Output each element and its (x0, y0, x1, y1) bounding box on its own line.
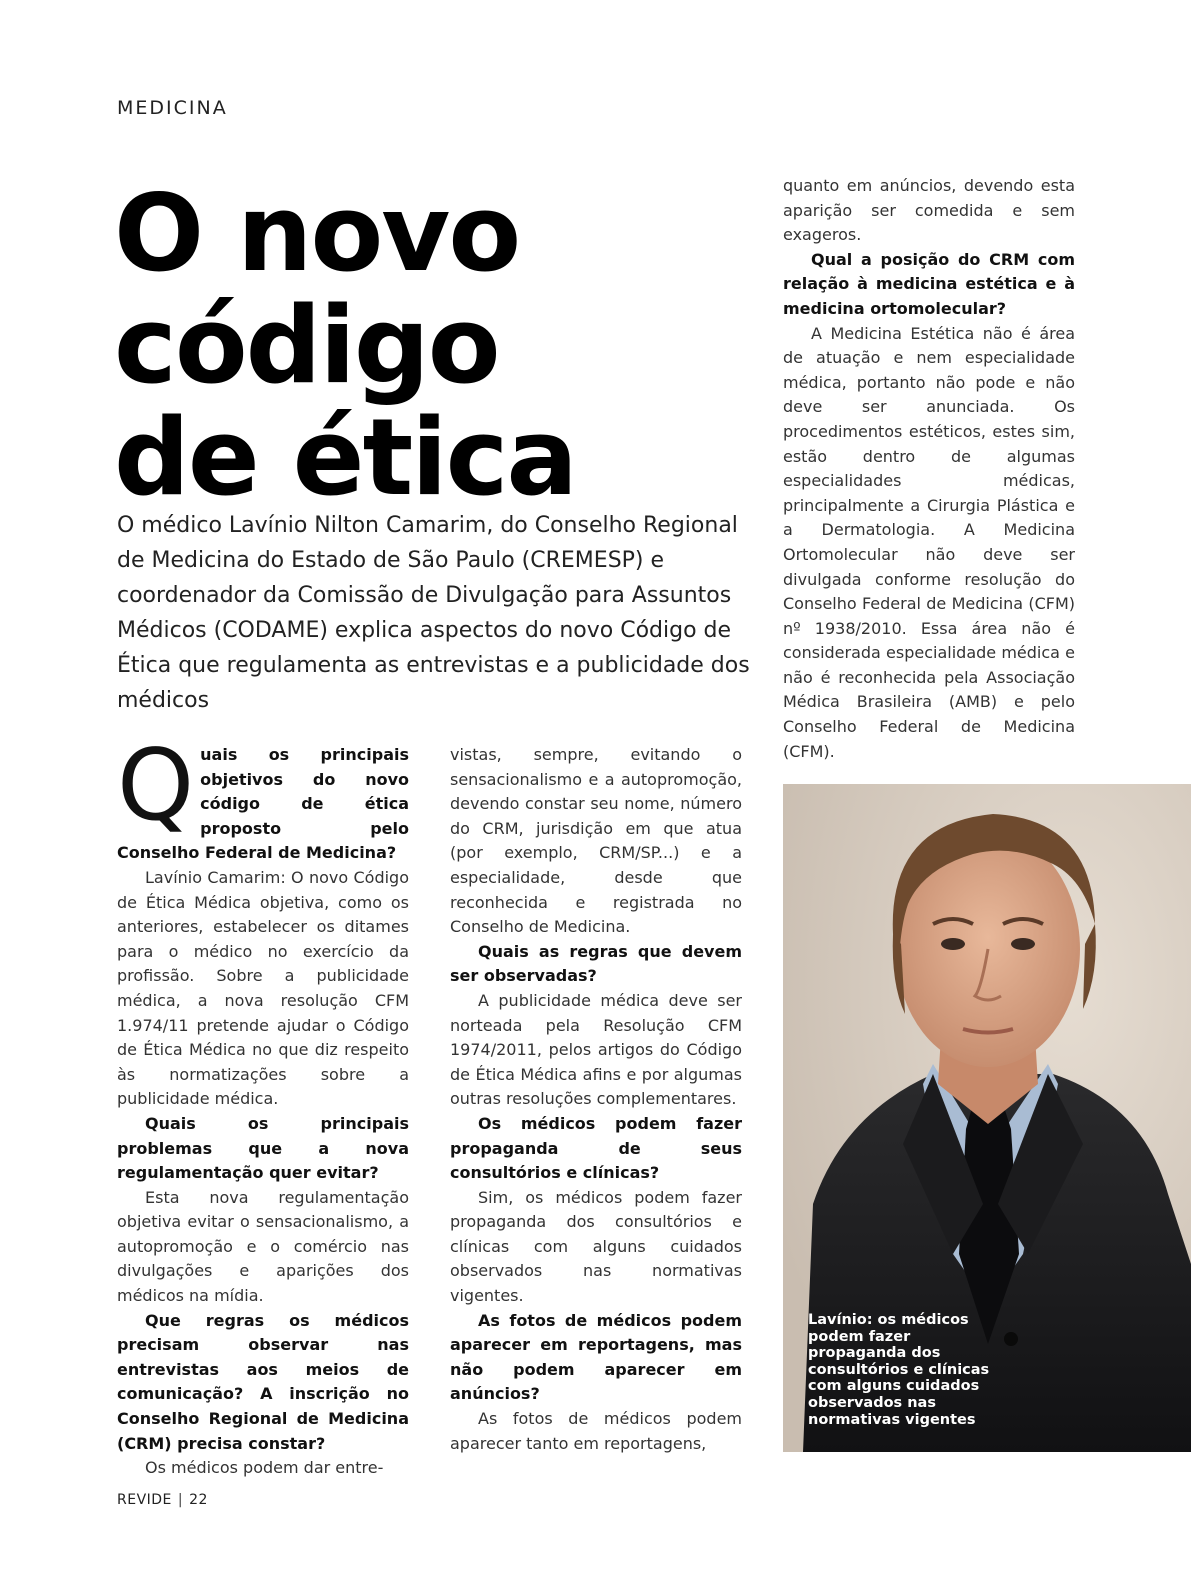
question-1 (117, 729, 409, 866)
page-number: 22 (189, 1492, 208, 1508)
answer-3-part-1: Os médicos podem dar entre- (145, 1458, 384, 1478)
answer-1: Lavínio Camarim: O novo Código de Ética Médica objetiva, como os anteriores, estabelecer os ditames para o médico no exercício da profissão. Sobre a publicidade médica, a nova resolução CFM 1.974/11 pretende ajudar o Código de Ética Médica no que diz respeito às normatizações sobre a publicidade médica. (117, 867, 409, 1109)
drop-cap: Q (117, 729, 195, 843)
question-6: As fotos de médicos podem aparecer em reportagens, mas não podem aparecer em anúncios? (450, 1310, 742, 1404)
question-4: Quais as regras que devem ser observadas? (450, 941, 742, 986)
answer-3-part-2: vistas, sempre, evitando o sensacionalismo e a autopromoção, devendo constar seu nome, número do CRM, jurisdição em que atua (por exemplo, CRM/SP...) e a especialidade, desde que reconhecida e registrada no Conselho de Medicina. (450, 745, 742, 937)
answer-6-part-2: quanto em anúncios, devendo esta aparição ser comedida e sem exageros. (783, 176, 1075, 245)
answer-2: Esta nova regulamentação objetiva evitar o sensacionalismo, a autopromoção e o comércio nas divulgações e aparições dos médicos na mídia. (117, 1187, 409, 1306)
section-label: MEDICINA (117, 97, 228, 119)
magazine-name: REVIDE (117, 1492, 172, 1508)
answer-4: A publicidade médica deve ser norteada pela Resolução CFM 1974/2011, pelos artigos do Código de Ética Médica afins e por algumas outras resoluções complementares. (450, 990, 742, 1109)
question-3: Que regras os médicos precisam observar nas entrevistas aos meios de comunicação? A inscrição no Conselho Regional de Medicina (CRM) precisa constar? (117, 1310, 409, 1453)
question-5: Os médicos podem fazer propaganda de seus consultórios e clínicas? (450, 1113, 742, 1183)
article-deck: O médico Lavínio Nilton Camarim, do Conselho Regional de Medicina do Estado de São Paulo (CREMESP) e coordenador da Comissão de Divulgação para Assuntos Médicos (CODAME) explica aspectos do novo Código de Ética que regulamenta as entrevistas e a publicidade dos médicos (117, 513, 750, 713)
question-2: Quais os principais problemas que a nova regulamentação quer evitar? (117, 1113, 409, 1183)
article-column-1 (117, 729, 409, 1481)
headline-line-2: código (114, 284, 499, 407)
answer-6-part-1: As fotos de médicos podem aparecer tanto em reportagens, (450, 1409, 742, 1453)
question-1-text: uais os principais objetivos do novo código de ética proposto pelo Conselho Federal de Medicina? (117, 745, 409, 863)
answer-5: Sim, os médicos podem fazer propaganda dos consultórios e clínicas com alguns cuidados observados nas normativas vigentes. (450, 1187, 742, 1306)
article-column-2 (450, 743, 742, 1456)
article-column-3 (783, 174, 1075, 764)
footer-separator: | (177, 1492, 184, 1508)
headline (114, 172, 754, 519)
answer-7: A Medicina Estética não é área de atuação e nem especialidade médica, portanto não pode e não deve ser anunciada. Os procedimentos estéticos, estes sim, estão dentro de algumas especialidades médicas, principalmente a Cirurgia Plástica e a Dermatologia. A Medicina Ortomolecular não deve ser divulgada conforme resolução do Conselho Federal de Medicina (CFM) nº 1938/2010. Essa área não é considerada especialidade médica e não é reconhecida pela Associação Médica Brasileira (AMB) e pelo Conselho Federal de Medicina (CFM). (783, 323, 1075, 761)
headline-line-3: de ética (114, 396, 576, 519)
page-footer (117, 1492, 208, 1508)
headline-line-1: O novo (114, 172, 520, 295)
photo-caption: Lavínio: os médicos podem fazer propaganda dos consultórios e clínicas com alguns cuidados observados nas normativas vigentes (808, 1312, 990, 1428)
question-7: Qual a posição do CRM com relação à medicina estética e à medicina ortomolecular? (783, 249, 1075, 318)
